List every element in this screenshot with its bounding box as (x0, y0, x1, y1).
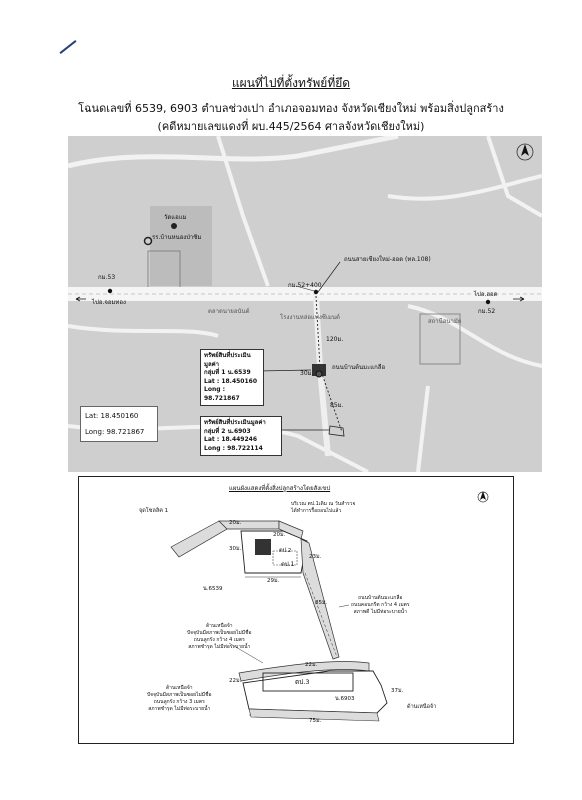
page-title: แผนที่ไปที่ตั้งทรัพย์ที่ยึด (231, 76, 351, 90)
sketch-p2: ตป.2 (279, 548, 292, 554)
sketch-d20b: 20ม. (273, 532, 286, 538)
factory-label: โรงงานหล่อแท่งซีเมนต์ (280, 314, 340, 321)
coords-long: Long: 98.721867 (85, 428, 145, 436)
temple-marker (171, 223, 177, 229)
building-p2 (255, 539, 271, 555)
market-label: ตลาดนายอนันต์ (208, 308, 250, 315)
village-road-label: ถนนบ้านต้นมะแกลือ (332, 364, 386, 371)
km53-label: กม.53 (98, 274, 116, 281)
property1-lat: Lat : 18.450160 (204, 377, 257, 385)
km52400-marker (314, 290, 318, 294)
property1-line2: กลุ่มที่ 1 น.6539 (204, 369, 251, 376)
temple-label: วัดแอแม (164, 214, 187, 221)
sketch-d75: 75ม. (309, 718, 322, 724)
sketch-village-note: ถนนบ้านต้นมะแกลือ ถนนคอนกรีต กว้าง 4 เมตร สภาพดี ไม่มีท่อระบายน้ำ (351, 595, 410, 615)
minor-road (418, 386, 428, 472)
sketch-d22a: 22ม. (305, 662, 318, 668)
property-box-2 (200, 416, 282, 456)
sketch-road1-label: จุดโซลลิค 1 (139, 508, 169, 514)
sketch-p1: ตป.1 (281, 561, 295, 568)
to-hot-label: ไปอ.ฮอด (474, 291, 498, 298)
sketch-d22b: 22ม. (229, 678, 242, 684)
to-chom-thong-label: ไปอ.จอมทอง (92, 299, 126, 306)
property-box-1 (200, 349, 264, 406)
right-place-label: สถานีอนามัย (428, 318, 462, 325)
property2-lat: Lat : 18.449246 (204, 436, 257, 443)
sketch-road-1 (171, 521, 227, 557)
sketch-d30: 30ม. (229, 546, 242, 552)
km53-marker (108, 289, 112, 293)
property1-line1: ทรัพย์สินที่ประเมินมูลค่า (204, 352, 251, 368)
property2-line1: ทรัพย์สินที่ประเมินมูลค่า (204, 419, 266, 426)
village-note-leader (339, 605, 349, 607)
sketch-title: แผนผังแสดงที่ตั้งสิ่งปลูกสร้างโดยสังเขป (229, 485, 331, 492)
pen-mark (60, 40, 77, 54)
dist-85-label: 85ม. (330, 402, 344, 409)
deed-subtitle: โฉนดเลขที่ 6539, 6903 ตำบลช่วงเปา อำเภอจอมทอง จังหวัดเชียงใหม่ พร้อมสิ่งปลูกสร้าง (78, 102, 504, 115)
coords-lat: Lat: 18.450160 (85, 412, 139, 420)
property2-long: Long : 98.722114 (204, 444, 263, 452)
km52400-label: กม.52+400 (288, 282, 322, 289)
sketch-canvas (79, 477, 513, 743)
sketch-d37: 37ม. (391, 688, 404, 694)
sketch-d85: 85ม. (315, 600, 328, 606)
property-plot-2 (329, 426, 344, 436)
highway-label: ถนนสายเชียงใหม่-ฮอด (ทล.108) (344, 256, 431, 263)
sketch-d20a: 20ม. (229, 520, 242, 526)
sketch-p3: ตป.3 (295, 678, 310, 686)
sketch-note-top: บริเวณ ตป.1เดิม ณ วันสำรวจ ได้ทำการรื้อถอนไปแล้ว (291, 501, 356, 514)
school-label: รร.บ้านหนองป่าซิม (152, 234, 202, 241)
sketch-road-2 (219, 521, 279, 529)
sketch-d29: 29ม. (267, 578, 280, 584)
sketch-south-note: ด้านเหนือจ้า ปัจจุบันมีสภาพเป็นซอยไม่มีชื่อ ถนนลูกรัง กว้าง 3 เมตร สภาพชำรุด ไม่มีท่อระบายน้ำ (147, 685, 212, 712)
minor-road (68, 326, 218, 336)
plot1-marker (316, 371, 322, 377)
coordinates-box (80, 406, 158, 442)
sketch-d23: 23ม. (309, 554, 322, 560)
sketch-n6539: น.6539 (203, 586, 223, 592)
site-sketch (78, 476, 514, 744)
sketch-n6903: น.6903 (335, 696, 355, 702)
property2-line2: กลุ่มที่ 2 น.6903 (204, 427, 251, 435)
dist-120-label: 120ม. (326, 336, 344, 343)
minor-road (408, 306, 542, 366)
dist-30-label: 30ม. (300, 370, 314, 377)
sketch-north-note: ด้านเหนือจ้า ปัจจุบันมีสภาพเป็นซอยไม่มีชื่อ ถนนลูกรัง กว้าง 4 เมตร สภาพชำรุด ไม่มีท่อระบายน้ำ (187, 623, 252, 650)
minor-road (388, 176, 542, 199)
property1-long: Long : 98.721867 (204, 386, 240, 402)
compass-needle (521, 144, 529, 156)
km52-marker (486, 300, 490, 304)
sketch-right-note: ด้านเหนือจ้า (407, 704, 437, 710)
minor-road (68, 136, 398, 166)
case-number: (คดีหมายเลขแดงที่ ผบ.445/2564 ศาลจังหวัดเชียงใหม่) (157, 120, 425, 133)
km52-label: กม.52 (478, 308, 496, 315)
